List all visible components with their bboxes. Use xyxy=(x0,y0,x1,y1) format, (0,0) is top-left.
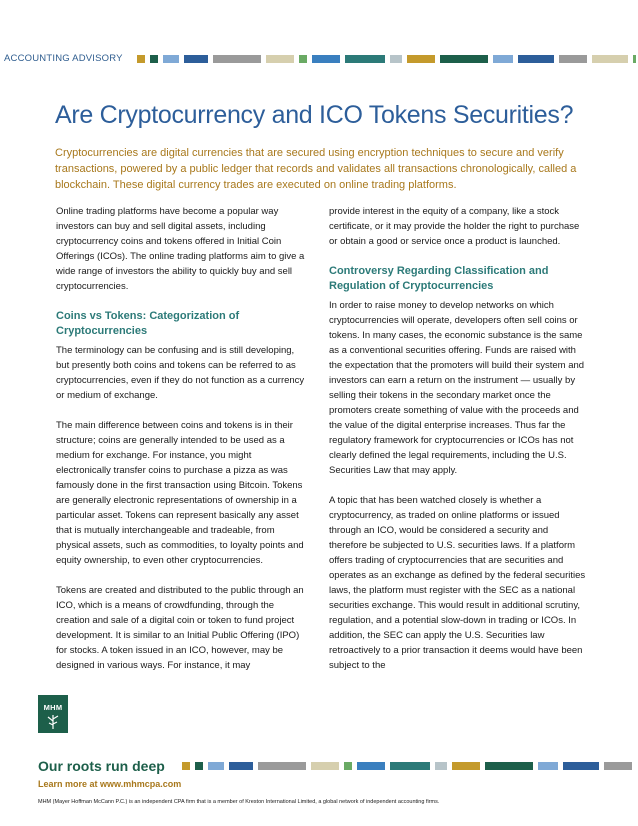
logo-text: MHM xyxy=(43,703,63,712)
body-paragraph: In order to raise money to develop networks on which cryptocurrencies will operate, developers often sell coins or tokens. In many cases, the economic substance is the same as a conventional securities offering. Funds are raised with the expectation that the promoters will build their system and investors can earn a return on the instrument — usually by selling their tokens in the secondary market once the promoters create something of value with the proceeds and the value of the digital enterprise increases. Thus far the regulatory framework for cryptocurrencies or ICOs has not clearly defined the legal requirements, including the U.S. Securities Law that may apply. xyxy=(329,300,585,476)
color-square xyxy=(559,55,587,63)
color-square xyxy=(493,55,513,63)
color-square xyxy=(213,55,261,63)
color-square xyxy=(604,762,632,770)
color-square xyxy=(195,762,203,770)
color-square xyxy=(390,762,430,770)
color-square xyxy=(344,762,352,770)
color-square xyxy=(407,55,435,63)
color-square xyxy=(633,55,636,63)
tree-icon xyxy=(38,695,68,733)
color-square xyxy=(229,762,253,770)
section-label: ACCOUNTING ADVISORY xyxy=(4,53,123,64)
color-square xyxy=(163,55,179,63)
color-square xyxy=(390,55,402,63)
color-square xyxy=(150,55,158,63)
color-square xyxy=(452,762,480,770)
color-square xyxy=(538,762,558,770)
right-column xyxy=(329,204,587,688)
color-square xyxy=(435,762,447,770)
color-square xyxy=(182,762,190,770)
legal-disclaimer: MHM (Mayer Hoffman McCann P.C.) is an independent CPA firm that is a member of Kreston International Limited, a global network of independent accounting firms. xyxy=(38,799,440,805)
section-heading: Controversy Regarding Classification and Regulation of Cryptocurrencies xyxy=(329,265,549,292)
body-paragraph: The terminology can be confusing and is still developing, but presently both coins and tokens can be referred to as cryptocurrencies, even if they do not function as a currency or medium of exchange. xyxy=(56,345,305,401)
left-column xyxy=(56,204,308,688)
color-square xyxy=(266,55,294,63)
color-square xyxy=(299,55,307,63)
section-heading: Coins vs Tokens: Categorization of Cryptocurrencies xyxy=(56,310,240,337)
body-paragraph: Tokens are created and distributed to the public through an ICO, which is a means of crowdfunding, through the creation and sale of a digital coin or token to fund project development. It is similar to an Initial Public Offering (IPO) for stocks. A token issued in an ICO, however, may be designed in various ways. For instance, it may xyxy=(56,585,304,671)
color-square xyxy=(518,55,554,63)
color-square xyxy=(137,55,145,63)
body-paragraph: The main difference between coins and tokens is in their structure; coins are generally intended to be used as a medium for exchange. For instance, you might electronically transfer coins to purchase a pizza as was famously done in the first transaction using Bitcoin. Tokens are generally electronic representations of ownership in a particular asset. Tokens can represent basically any asset that is mutually interchangeable and tradeable, from physical assets, such as commodities, to loyalty points and equity ownership, to even other cryptocurrencies. xyxy=(56,420,304,566)
color-square xyxy=(440,55,488,63)
color-square xyxy=(184,55,208,63)
body-paragraph: provide interest in the equity of a company, like a stock certificate, or it may provide the holder the right to purchase or obtain a good or service once a product is launched. xyxy=(329,206,580,247)
tagline: Our roots run deep xyxy=(38,758,165,774)
learn-more-link[interactable]: Learn more at www.mhmcpa.com xyxy=(38,779,182,789)
color-square xyxy=(357,762,385,770)
color-square xyxy=(311,762,339,770)
body-paragraph: A topic that has been watched closely is whether a cryptocurrency, as traded on online platforms or issued through an ICO, would be considered a security and therefore be subjected to U.S. securities laws. If a platform offers trading of cryptocurrencies that are securities and operates as an exchange as defined by the federal securities laws, the platform must register with the SEC as a national securities exchange. This would result in additional scrutiny, regulation, and a potential slow-down in trading or ICOs. In addition, the SEC can apply the U.S. Securities law retroactively to a prior transaction it deems would have been subject to the xyxy=(329,495,586,671)
color-square xyxy=(312,55,340,63)
color-square xyxy=(345,55,385,63)
body-paragraph: Online trading platforms have become a popular way investors can buy and sell digital assets, including cryptocurrency coins and tokens offered in Initial Coin Offerings (ICOs). The online trading platforms aim to give a wide range of investors the ability to quickly buy and sell cryptocurrencies. xyxy=(56,206,305,292)
color-square xyxy=(563,762,599,770)
color-square xyxy=(592,55,628,63)
color-square xyxy=(208,762,224,770)
mhm-logo xyxy=(38,695,68,733)
color-square xyxy=(485,762,533,770)
footer-tagline-row xyxy=(0,757,638,775)
page-title: Are Cryptocurrency and ICO Tokens Securities? xyxy=(55,101,574,129)
header-color-bar xyxy=(0,52,638,66)
intro-paragraph: Cryptocurrencies are digital currencies that are secured using encryption techniques to secure and verify transactions, powered by a public ledger that records and validates all transactions chronologically, called a blockchain. These digital currency trades are executed on online trading platforms. xyxy=(55,147,577,191)
color-square xyxy=(258,762,306,770)
